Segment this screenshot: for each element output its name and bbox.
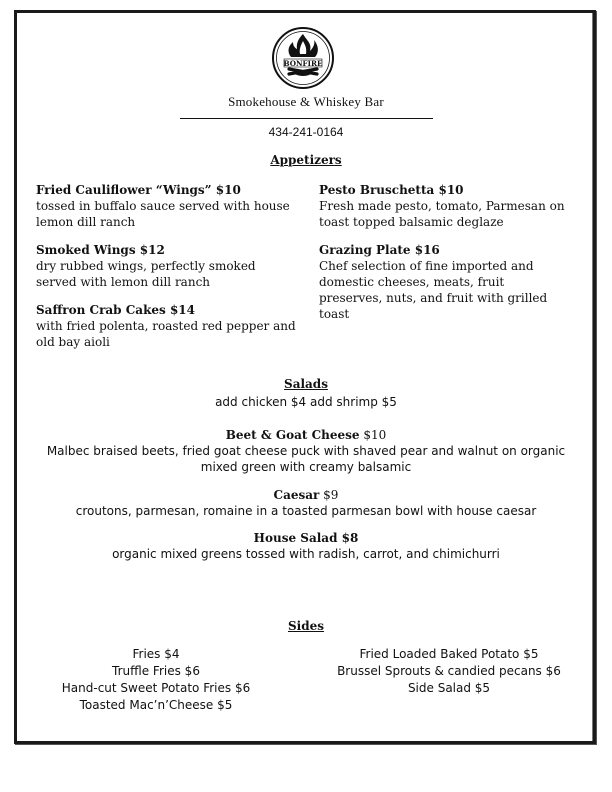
menu-item bbox=[36, 182, 296, 230]
salad-item-description: croutons, parmesan, romaine in a toasted parmesan bowl with house caesar bbox=[75, 504, 537, 518]
menu-item-title: Grazing Plate $16 bbox=[319, 243, 440, 257]
bonfire-logo bbox=[271, 26, 335, 90]
salad-item bbox=[30, 487, 582, 519]
salads-heading: Salads bbox=[284, 377, 328, 391]
side-item: Fries $4 bbox=[132, 647, 180, 661]
sides-right-column bbox=[319, 646, 579, 697]
salad-item-price: $9 bbox=[319, 488, 339, 502]
menu-item-title: Pesto Bruschetta $10 bbox=[319, 183, 464, 197]
side-item: Truffle Fries $6 bbox=[112, 664, 200, 678]
logo-text: BONFIRE bbox=[283, 59, 323, 68]
side-item: Side Salad $5 bbox=[407, 681, 491, 695]
restaurant-tagline: Smokehouse & Whiskey Bar bbox=[228, 94, 384, 109]
sides-left-column bbox=[36, 646, 276, 714]
side-item: Brussel Sprouts & candied pecans $6 bbox=[337, 664, 561, 678]
menu-item-description: Chef selection of fine imported and domestic cheeses, meats, fruit preserves, nuts, and fruit with grilled toast bbox=[319, 259, 548, 321]
salad-item-title: Caesar bbox=[273, 488, 320, 502]
phone-number: 434-241-0164 bbox=[268, 125, 344, 139]
salad-item-price: $10 bbox=[359, 428, 387, 442]
menu-item-title: Fried Cauliflower “Wings” $10 bbox=[36, 183, 241, 197]
menu-item-title: Saffron Crab Cakes $14 bbox=[36, 303, 195, 317]
salad-item-title: Beet & Goat Cheese bbox=[225, 428, 360, 442]
menu-item bbox=[36, 302, 296, 350]
salad-item-description: Malbec braised beets, fried goat cheese puck with shaved pear and walnut on organic mixed green with creamy balsamic bbox=[46, 444, 566, 474]
salad-item-title: House Salad $8 bbox=[253, 531, 359, 545]
salads-addons: add chicken $4 add shrimp $5 bbox=[215, 395, 397, 409]
menu-item-description: with fried polenta, roasted red pepper and old bay aioli bbox=[36, 319, 296, 349]
menu-item bbox=[319, 242, 571, 322]
salad-item-description: organic mixed greens tossed with radish, carrot, and chimichurri bbox=[112, 547, 500, 561]
appetizers-heading: Appetizers bbox=[270, 153, 342, 167]
menu-item-description: tossed in buffalo sauce served with house lemon dill ranch bbox=[36, 199, 290, 229]
salad-item bbox=[30, 530, 582, 562]
menu-item-title: Smoked Wings $12 bbox=[36, 243, 165, 257]
side-item: Toasted Mac’n’Cheese $5 bbox=[79, 698, 233, 712]
appetizers-right-column bbox=[319, 182, 571, 334]
side-item: Hand-cut Sweet Potato Fries $6 bbox=[61, 681, 251, 695]
menu-item bbox=[319, 182, 571, 230]
side-item: Fried Loaded Baked Potato $5 bbox=[359, 647, 539, 661]
menu-item bbox=[36, 242, 296, 290]
header-divider bbox=[180, 118, 433, 119]
sides-heading: Sides bbox=[287, 619, 324, 633]
appetizers-left-column bbox=[36, 182, 296, 362]
menu-item-description: dry rubbed wings, perfectly smoked served with lemon dill ranch bbox=[36, 259, 256, 289]
salad-item bbox=[30, 427, 582, 475]
menu-item-description: Fresh made pesto, tomato, Parmesan on toast topped balsamic deglaze bbox=[319, 199, 565, 229]
